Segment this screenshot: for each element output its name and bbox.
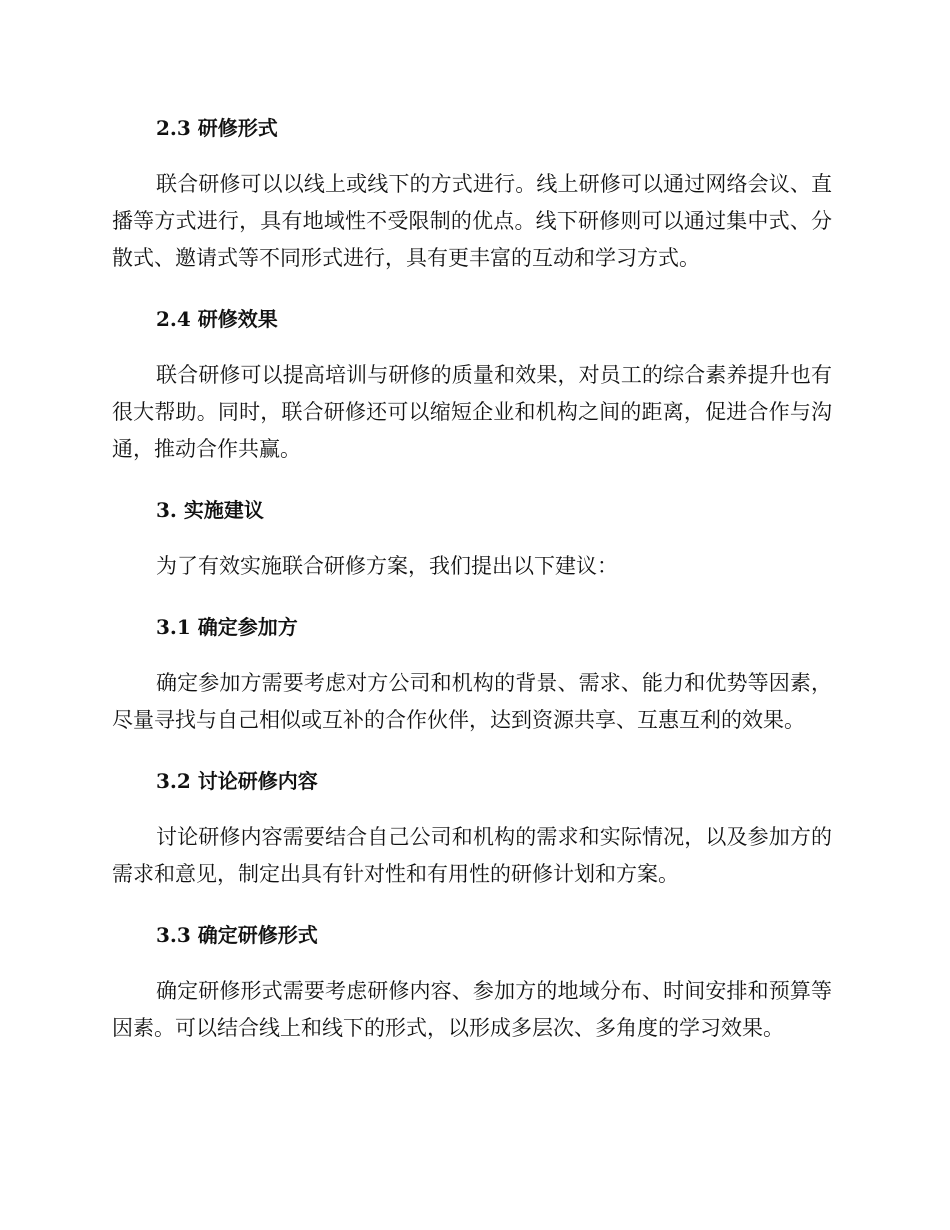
paragraph-3-intro: 为了有效实施联合研修方案，我们提出以下建议： [156, 554, 618, 578]
section-heading-3-2: 3.2 讨论研修内容 [156, 769, 318, 793]
section-heading-3-1: 3.1 确定参加方 [156, 615, 298, 639]
section-heading-3-3: 3.3 确定研修形式 [156, 923, 318, 947]
section-heading-2-4: 2.4 研修效果 [156, 307, 278, 331]
document-body [112, 106, 832, 1047]
paragraph-2-3: 联合研修可以以线上或线下的方式进行。线上研修可以通过网络会议、直播等方式进行，具有地域性不受限制的优点。线下研修则可以通过集中式、分散式、邀请式等不同形式进行，具有更丰富的互动和学习方式。 [112, 172, 832, 270]
paragraph-3-2: 讨论研修内容需要结合自己公司和机构的需求和实际情况，以及参加方的需求和意见，制定出具有针对性和有用性的研修计划和方案。 [112, 825, 832, 886]
section-heading-2-3: 2.3 研修形式 [156, 116, 278, 140]
section-heading-3: 3. 实施建议 [156, 498, 264, 522]
paragraph-3-3: 确定研修形式需要考虑研修内容、参加方的地域分布、时间安排和预算等因素。可以结合线上和线下的形式，以形成多层次、多角度的学习效果。 [112, 979, 832, 1040]
paragraph-3-1: 确定参加方需要考虑对方公司和机构的背景、需求、能力和优势等因素，尽量寻找与自己相似或互补的合作伙伴，达到资源共享、互惠互利的效果。 [112, 671, 832, 732]
paragraph-2-4: 联合研修可以提高培训与研修的质量和效果，对员工的综合素养提升也有很大帮助。同时，联合研修还可以缩短企业和机构之间的距离，促进合作与沟通，推动合作共赢。 [112, 363, 832, 461]
